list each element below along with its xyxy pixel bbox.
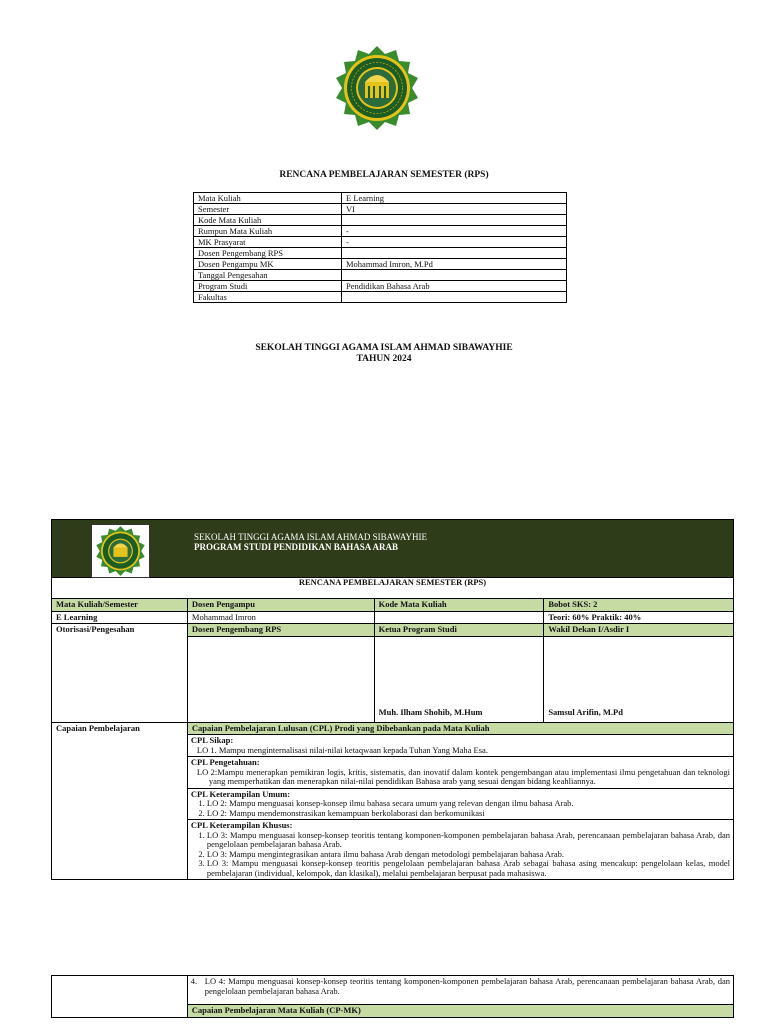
info-label: Tanggal Pengesahan (194, 270, 342, 281)
info-value: - (342, 226, 567, 237)
cover-institution: SEKOLAH TINGGI AGAMA ISLAM AHMAD SIBAWAYHIE (255, 343, 513, 353)
info-row (194, 226, 567, 237)
info-value (342, 215, 567, 226)
dean-signature: Samsul Arifin, M.Pd (544, 636, 734, 722)
info-row (194, 292, 567, 303)
info-value (342, 248, 567, 259)
header-logo (91, 524, 150, 578)
cpl-khusus-item: 3. LO 3: Mampu menguasai konsep-konsep teoritis pengelolaan pembelajaran bahasa Arab sebagai bahasa asing mencakup: pengelolaan kelas, model pembelajaran (individual, kelompok, dan klasikal), melalui pembelajaran berpusat pada mahasiswa. (207, 859, 730, 878)
cover-title: RENCANA PEMBELAJARAN SEMESTER (RPS) (279, 170, 489, 180)
auth-label: Otorisasi/Pengesahan (52, 624, 188, 723)
cpl-khusus-item: 1. LO 3: Mampu menguasai konsep-konsep teoritis tentang komponen-komponen pembelajaran bahasa Arab, perencanaan pembelajaran bahasa Arab, dan pengelolaan pembelajaran bahasa Arab. (207, 831, 730, 850)
info-value: - (342, 237, 567, 248)
lecturer-name: Mohammad Imron (187, 611, 374, 624)
info-row (194, 281, 567, 292)
info-label: Dosen Pengampu MK (194, 259, 342, 270)
info-label: Mata Kuliah (194, 193, 342, 204)
header-program: PROGRAM STUDI PENDIDIKAN BAHASA ARAB (194, 542, 399, 552)
rps-table (51, 519, 734, 880)
info-row (194, 204, 567, 215)
institution-logo (332, 44, 422, 132)
theory-practice: Teori: 60% Praktik: 40% (544, 611, 734, 624)
course-code (374, 611, 544, 624)
info-row (194, 193, 567, 204)
cpl-khusus-item: 2. LO 3: Mampu mengintegrasikan antara ilmu bahasa Arab dengan metodologi pembelajaran bahasa Arab. (207, 850, 730, 860)
h-code: Kode Mata Kuliah (374, 599, 544, 612)
info-value: E Learning (342, 193, 567, 204)
info-row (194, 215, 567, 226)
info-row (194, 237, 567, 248)
cpmk-heading: Capaian Pembelajaran Mata Kuliah (CP-MK) (187, 1005, 733, 1018)
cpl-sikap-item: LO 1. Mampu menginternalisasi nilai-nilai ketaqwaan kepada Tuhan Yang Maha Esa. (196, 744, 488, 755)
header-institution: SEKOLAH TINGGI AGAMA ISLAM AHMAD SIBAWAYHIE (194, 532, 428, 542)
cpl-pengetahuan-item: LO 2:Mampu menerapkan pemikiran logis, kritis, sistematis, dan inovatif dalam kontek pengembangan atau implementasi ilmu pengetahuan dan teknologi yang memperhatikan dan menerapkan nilai-nilai pendidikan Bahasa arab yang sesuai dengan bidang keahliannya. (196, 766, 730, 786)
rps-table-continued (51, 975, 734, 1018)
cpl-sikap: CPL Sikap: LO 1. Mampu menginternalisasi nilai-nilai ketaqwaan kepada Tuhan Yang Maha Esa. (187, 735, 733, 757)
info-row (194, 259, 567, 270)
cpl-umum: CPL Keterampilan Umum: 1. LO 2: Mampu menguasai konsep-konsep ilmu bahasa secara umum yang relevan dengan ilmu bahasa Arab. 2. LO 2: Mampu mendemonstrasikan kemampuan berkolaborasi dan berkomunikasi (187, 788, 733, 820)
info-label: Semester (194, 204, 342, 215)
cover-year: TAHUN 2024 (356, 353, 412, 364)
course-info-table (193, 192, 567, 303)
head-signature: Muh. Ilham Shohib, M.Hum (374, 636, 544, 722)
h-lecturer: Dosen Pengampu (187, 599, 374, 612)
info-value (342, 292, 567, 303)
cover-institution-block (0, 343, 768, 364)
h-sks: Bobot SKS: 2 (544, 599, 734, 612)
cpl-umum-title: CPL Keterampilan Umum (190, 788, 288, 799)
h-dean: Wakil Dekan I/Asdir I (544, 624, 734, 637)
developer-signature (187, 636, 374, 722)
cpl-khusus: CPL Keterampilan Khusus: 1. LO 3: Mampu menguasai konsep-konsep teoritis tentang komponen-komponen pembelajaran bahasa Arab, perencanaan pembelajaran bahasa Arab, dan pengelolaan pembelajaran bahasa Arab. 2. LO 3: Mampu mengintegrasikan antara ilmu bahasa Arab dengan metodologi pembelajaran bahasa Arab. 3. LO 3: Mampu menguasai konsep-konsep teoritis pengelolaan pembelajaran bahasa Arab sebagai bahasa asing mencakup: pengelolaan kelas, model pembelajaran (individual, kelompok, dan klasikal), melalui pembelajaran berpusat pada mahasiswa. (187, 820, 733, 880)
h-course: Mata Kuliah/Semester (52, 599, 188, 612)
info-label: Program Studi (194, 281, 342, 292)
rps-title: RENCANA PEMBELAJARAN SEMESTER (RPS) (52, 578, 734, 599)
info-row (194, 248, 567, 259)
cpl-umum-item: 1. LO 2: Mampu menguasai konsep-konsep ilmu bahasa secara umum yang relevan dengan ilmu bahasa Arab. (207, 799, 730, 809)
h-developer: Dosen Pengembang RPS (187, 624, 374, 637)
cpl-pengetahuan: CPL Pengetahuan: LO 2:Mampu menerapkan pemikiran logis, kritis, sistematis, dan inovatif dalam kontek pengembangan atau implementasi ilmu pengetahuan dan teknologi yang memperhatikan dan menerapkan nilai-nilai pendidikan Bahasa arab yang sesuai dengan bidang keahliannya. (187, 757, 733, 789)
course-name: E Learning (52, 611, 188, 624)
info-value: VI (342, 204, 567, 215)
cpl-row-label: Capaian Pembelajaran (52, 722, 188, 880)
info-label: Dosen Pengembang RPS (194, 248, 342, 259)
info-value: Mohammad Imron, M.Pd (342, 259, 567, 270)
cpl-khusus-item: LO 4: Mampu menguasai konsep-konsep teoritis tentang komponen-komponen pembelajaran bahasa Arab, perencanaan pembelajaran bahasa Arab, dan pengelolaan pembelajaran bahasa Arab. (204, 976, 730, 996)
cpl-pengetahuan-title: CPL Pengetahuan (190, 757, 257, 767)
cpl-sikap-title: CPL Sikap (190, 735, 231, 745)
info-value (342, 270, 567, 281)
info-label: MK Prasyarat (194, 237, 342, 248)
cpl-umum-item: 2. LO 2: Mampu mendemonstrasikan kemampuan berkolaborasi dan berkomunikasi (207, 809, 730, 819)
cpl-khusus-title: CPL Keterampilan Khusus (190, 820, 290, 830)
h-head: Ketua Program Studi (374, 624, 544, 637)
info-row (194, 270, 567, 281)
item-number: 4. (190, 976, 198, 986)
cpl-khusus-continued (187, 976, 733, 1005)
info-label: Kode Mata Kuliah (194, 215, 342, 226)
continued-label-cell (52, 976, 188, 1018)
info-label: Rumpun Mata Kuliah (194, 226, 342, 237)
rps-header (52, 520, 734, 578)
cpl-heading: Capaian Pembelajaran Lulusan (CPL) Prodi yang Dibebankan pada Mata Kuliah (187, 722, 733, 735)
info-value: Pendidikan Bahasa Arab (342, 281, 567, 292)
info-label: Fakultas (194, 292, 342, 303)
